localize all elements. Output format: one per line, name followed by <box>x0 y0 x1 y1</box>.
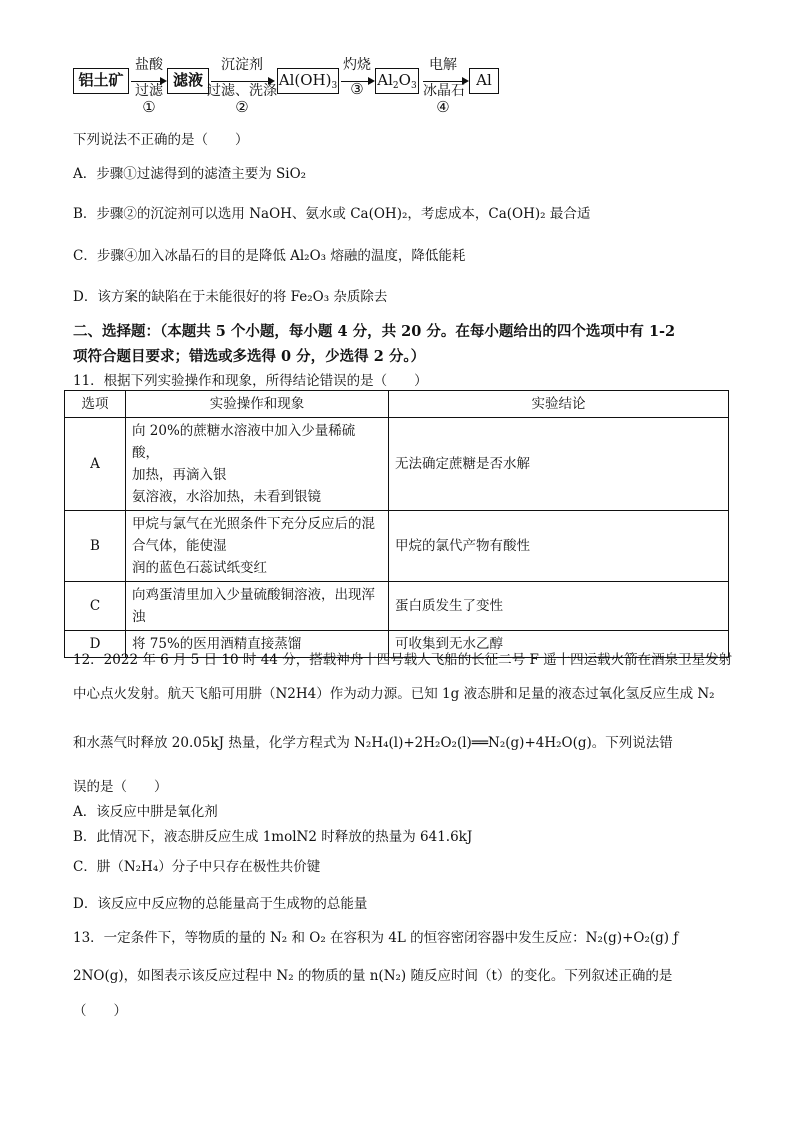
flow-step-2: ② <box>235 98 249 116</box>
table-row <box>65 511 729 582</box>
q13-line1: 13．一定条件下，等物质的量的 N₂ 和 O₂ 在容积为 4L 的恒容密闭容器中发生反应：N₂(g)+O₂(g) ƒ <box>73 930 679 946</box>
flow-reagent-1: 盐酸 <box>135 57 163 73</box>
row-option: B <box>65 511 126 582</box>
q11-table <box>64 390 729 658</box>
flow-condition-1: 过滤 <box>135 83 163 99</box>
q13-line3: （ ） <box>73 1003 127 1019</box>
flow-box-al2o3: $Al_2O_3$ <box>375 68 419 94</box>
flow-condition-4: 冰晶石 <box>423 83 465 99</box>
section2-heading-line1: 二、选择题：（本题共 5 个小题，每小题 4 分，共 20 分。在每小题给出的四个选项中有 1-2 <box>73 323 676 340</box>
row-operation: 将 75%的医用酒精直接蒸馏 <box>126 631 389 658</box>
q12-line1: 12．2022 年 6 月 5 日 10 时 44 分，搭载神舟十四号载人飞船的长征二号 F 遥十四运载火箭在酒泉卫星发射 <box>73 652 733 668</box>
row-conclusion: 蛋白质发生了变性 <box>389 582 729 631</box>
table-header-operation: 实验操作和现象 <box>126 391 389 418</box>
flow-step-3: ③ <box>350 80 364 98</box>
q10-option-c: C．步骤④加入冰晶石的目的是降低 Al₂O₃ 熔融的温度，降低能耗 <box>73 248 466 264</box>
flow-box-al: Al <box>469 68 499 94</box>
q12-option-a: A．该反应中肼是氧化剂 <box>73 804 218 820</box>
flow-condition-2: 过滤、洗涤 <box>207 83 277 99</box>
row-operation: 向 20%的蔗糖水溶液中加入少量稀硫酸， 加热，再滴入银 氨溶液，水浴加热，未看到银镜 <box>126 418 389 511</box>
table-header-conclusion: 实验结论 <box>389 391 729 418</box>
q12-line4: 误的是（ ） <box>73 779 168 795</box>
row-operation: 甲烷与氯气在光照条件下充分反应后的混 合气体，能使湿 润的蓝色石蕊试纸变红 <box>126 511 389 582</box>
q10-option-a: A．步骤①过滤得到的滤渣主要为 SiO₂ <box>73 166 307 182</box>
flow-box-bauxite: 铝土矿 <box>73 68 129 94</box>
row-conclusion: 可收集到无水乙醇 <box>389 631 729 658</box>
flow-reagent-2: 沉淀剂 <box>221 57 263 73</box>
q12-option-c: C．肼（N₂H₄）分子中只存在极性共价键 <box>73 859 321 875</box>
section2-heading-line2: 项符合题目要求；错选或多选得 0 分，少选得 2 分。） <box>73 348 426 365</box>
flow-step-4: ④ <box>436 98 450 116</box>
flow-reagent-3: 灼烧 <box>343 57 371 73</box>
row-option: A <box>65 418 126 511</box>
table-header-row <box>65 391 729 418</box>
q10-option-d: D．该方案的缺陷在于未能很好的将 Fe₂O₃ 杂质除去 <box>73 289 388 305</box>
q12-option-b: B．此情况下，液态肼反应生成 1molN2 时释放的热量为 641.6kJ <box>73 829 473 845</box>
row-operation: 向鸡蛋清里加入少量硫酸铜溶液，出现浑 浊 <box>126 582 389 631</box>
row-conclusion: 甲烷的氯代产物有酸性 <box>389 511 729 582</box>
flow-step-1: ① <box>142 98 156 116</box>
row-conclusion: 无法确定蔗糖是否水解 <box>389 418 729 511</box>
flow-box-filtrate: 滤液 <box>167 68 209 94</box>
table-row <box>65 582 729 631</box>
process-flow-diagram <box>73 57 513 120</box>
q12-line2: 中心点火发射。航天飞船可用肼（N2H4）作为动力源。已知 1g 液态肼和足量的液态过氧化氢反应生成 N₂ <box>73 686 715 702</box>
row-option: D <box>65 631 126 658</box>
q12-line3: 和水蒸气时释放 20.05kJ 热量，化学方程式为 N₂H₄(l)+2H₂O₂(l)══N₂(g)+4H₂O(g)。下列说法错 <box>73 735 673 751</box>
table-header-option: 选项 <box>65 391 126 418</box>
row-option: C <box>65 582 126 631</box>
q12-option-d: D．该反应中反应物的总能量高于生成物的总能量 <box>73 896 368 912</box>
q10-stem: 下列说法不正确的是（ ） <box>73 132 249 148</box>
q11-stem: 11．根据下列实验操作和现象，所得结论错误的是（ ） <box>73 373 428 389</box>
q10-option-b: B．步骤②的沉淀剂可以选用 NaOH、氨水或 Ca(OH)₂，考虑成本，Ca(OH)₂ 最合适 <box>73 206 591 222</box>
flow-box-aloh3: $Al(OH)_3$ <box>277 68 339 94</box>
flow-reagent-4: 电解 <box>429 57 457 73</box>
table-row <box>65 418 729 511</box>
q13-line2: 2NO(g)，如图表示该反应过程中 N₂ 的物质的量 n(N₂) 随反应时间（t）的变化。下列叙述正确的是 <box>73 968 673 984</box>
